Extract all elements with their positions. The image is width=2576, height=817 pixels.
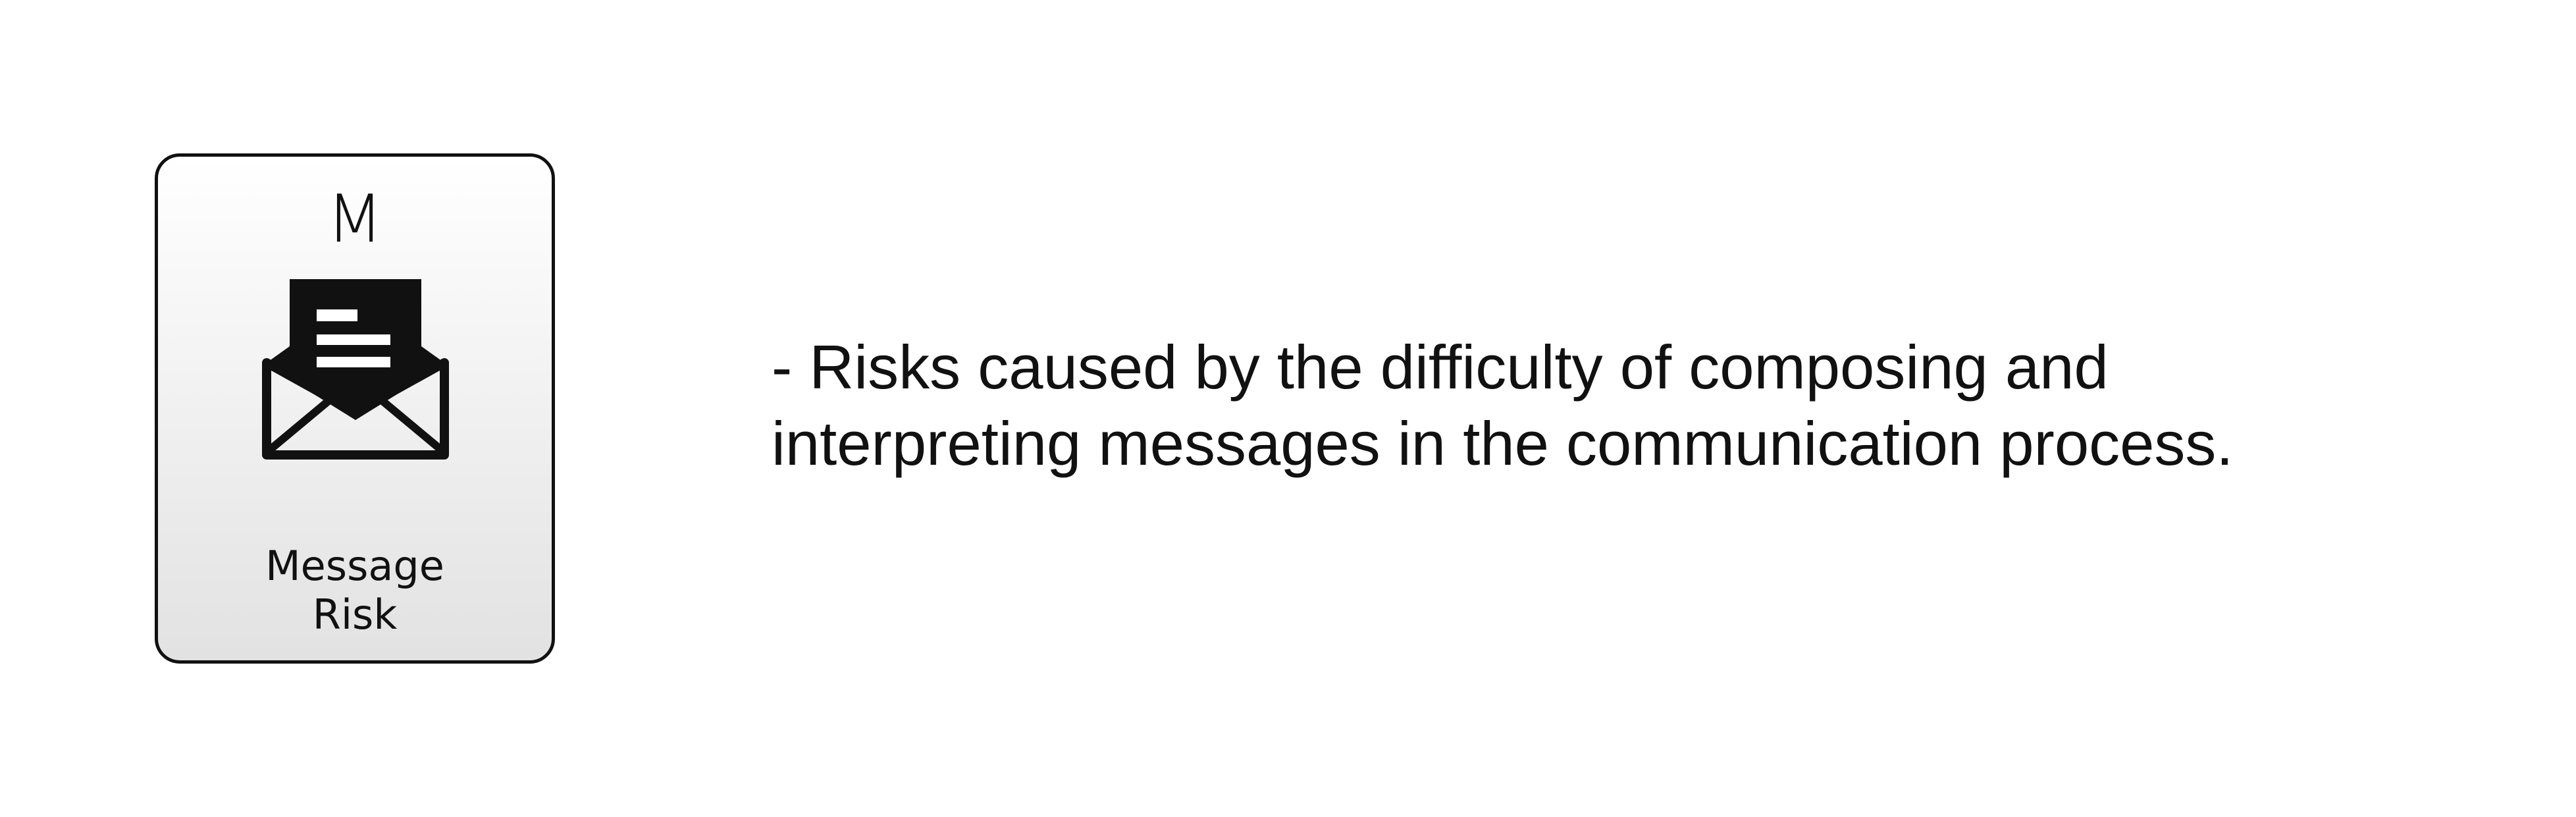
- description-line2: interpreting messages in the communication process.: [772, 409, 2234, 478]
- card-label-line2: Risk: [312, 591, 398, 639]
- card-label-line1: Message: [265, 542, 444, 590]
- risk-description: [772, 329, 2417, 482]
- envelope-letter-icon: [260, 274, 451, 465]
- description-line1: - Risks caused by the difficulty of composing and: [772, 332, 2109, 402]
- card-letter: M: [326, 180, 384, 257]
- risk-card: [155, 153, 555, 664]
- card-label: [158, 542, 552, 639]
